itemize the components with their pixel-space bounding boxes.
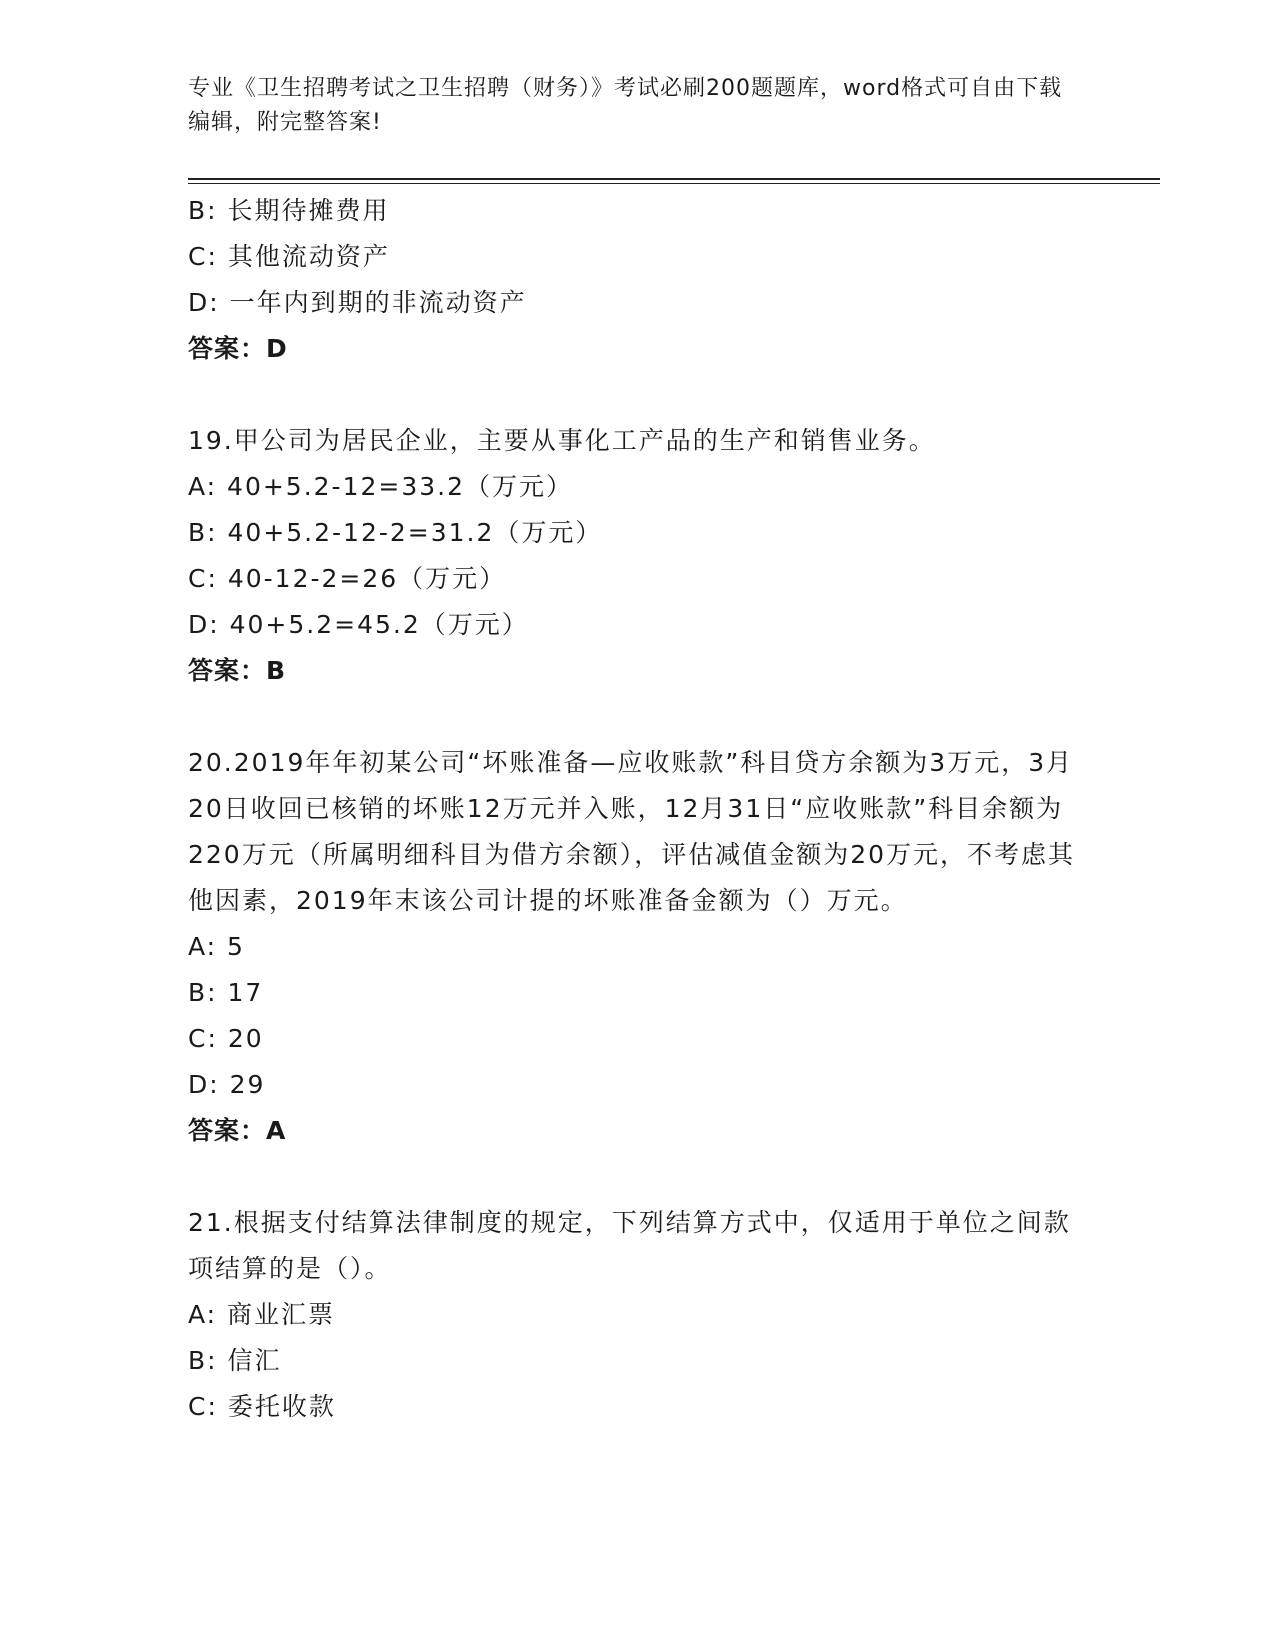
option-a: A: 商业汇票 (188, 1300, 336, 1329)
option-c: C: 40-12-2=26（万元） (188, 564, 507, 593)
option-d: D: 一年内到期的非流动资产 (188, 288, 527, 317)
answer: 答案：A (188, 1116, 287, 1145)
question-19-stem: 19.甲公司为居民企业，主要从事化工产品的生产和销售业务。 (188, 426, 936, 455)
option-c: C: 其他流动资产 (188, 242, 390, 271)
spacer (188, 1154, 1088, 1200)
option-c: C: 委托收款 (188, 1392, 336, 1421)
header-divider (188, 178, 1160, 180)
option-d: D: 29 (188, 1070, 266, 1099)
question-20-stem: 20.2019年年初某公司“坏账准备—应收账款”科目贷方余额为3万元，3月20日收回已核销的坏账12万元并入账，12月31日“应收账款”科目余额为220万元（所属明细科目为借方余额），评估减值金额为20万元，不考虑其他因素，2019年末该公司计提的坏账准备金额为（）万元。 (188, 748, 1076, 915)
option-d: D: 40+5.2=45.2（万元） (188, 610, 529, 639)
page-header: 专业《卫生招聘考试之卫生招聘（财务）》考试必刷200题题库，word格式可自由下载编辑，附完整答案! (188, 76, 1063, 135)
option-c: C: 20 (188, 1024, 264, 1053)
answer: 答案：D (188, 334, 288, 363)
answer: 答案：B (188, 656, 287, 685)
option-b: B: 17 (188, 978, 264, 1007)
option-a: A: 40+5.2-12=33.2（万元） (188, 472, 573, 501)
header-divider-thin (188, 183, 1160, 184)
option-a: A: 5 (188, 932, 245, 961)
question-list (188, 188, 1088, 1430)
option-b: B: 长期待摊费用 (188, 196, 390, 225)
spacer (188, 694, 1088, 740)
option-b: B: 40+5.2-12-2=31.2（万元） (188, 518, 603, 547)
question-21-stem: 21.根据支付结算法律制度的规定，下列结算方式中，仅适用于单位之间款项结算的是（）。 (188, 1208, 1071, 1283)
spacer (188, 372, 1088, 418)
option-b: B: 信汇 (188, 1346, 282, 1375)
